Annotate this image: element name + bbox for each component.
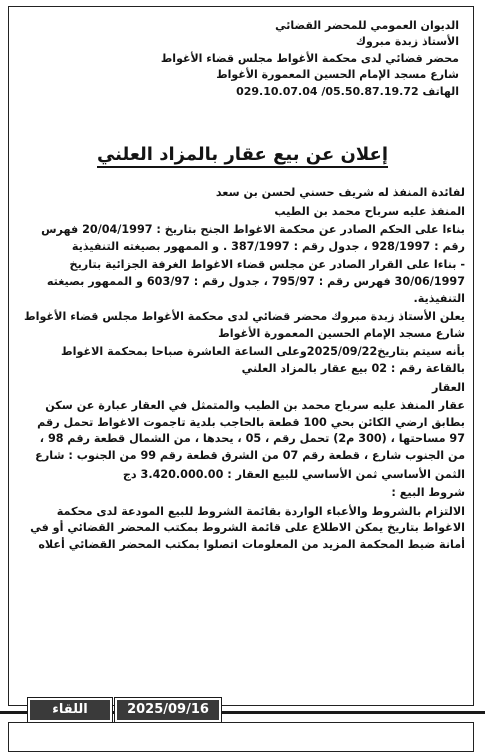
beneficiary-line: لفائدة المنفذ له شريف حسني لحسن بن سعد (215, 186, 465, 199)
auction-date-paragraph: بأنه سيتم بتاريخ2025/09/22وعلى الساعة العاشرة صباحا بمحكمة الاغواط بالقاعة رقم : 02 بيع عقار بالمزاد العلني (60, 345, 465, 375)
header-phone: الهاتف 05.50.87.19.72/ 029.10.07.04 (236, 84, 459, 98)
next-notice-frame (8, 722, 474, 752)
judgment-paragraph: بناءا على الحكم الصادر عن محكمة الاغواط الجنح بتاريخ : 20/04/1997 فهرس رقم : 928/1997 ، جدول رقم : 387/1997 . و الممهور بصيغته التنفيذية (41, 223, 465, 253)
bailiff-header (19, 18, 459, 100)
debtor-line: المنفذ عليه سرباح محمد بن الطيب (274, 204, 465, 218)
header-line: شارع مسجد الإمام الحسين المعمورة الأغواط (216, 68, 459, 82)
announcement-paragraph: يعلن الأستاذ زبدة مبروك محضر قضائي لدى محكمة الأغواط مجلس قضاء الأغواط شارع مسجد الإمام الحسين المعمورة الأغواط (24, 310, 465, 340)
base-price: الثمن الأساسي ثمن الأساسي للبيع العقار : 3.420.000.00 دج (122, 467, 465, 481)
appeal-paragraph: - بناءا على القرار الصادر عن مجلس قضاء الاغواط الغرفة الجزائية بتاريخ 30/06/1997 فهرس رقم : 795/97 ، جدول رقم : 603/97 و الممهور بصيغته التنفيذية. (46, 258, 465, 305)
header-line: محضر قضائي لدى محكمة الأغواط مجلس قضاء الأغواط (160, 51, 459, 65)
header-line: الديوان العمومي للمحضر القضائي (275, 19, 459, 32)
notice-body (19, 185, 465, 555)
sale-conditions-heading: شروط البيع : (391, 486, 465, 500)
notice-title-wrap (0, 143, 485, 167)
property-heading: العقار (431, 380, 465, 394)
newspaper-name: اللقاء (28, 698, 112, 722)
header-line: الأستاذ زبدة مبروك (355, 35, 459, 49)
notice-title: إعلان عن بيع عقار بالمزاد العلني (97, 144, 388, 168)
property-description: عقار المنفذ عليه سرباح محمد بن الطيب والمتمثل في العقار عبارة عن سكن بطابق ارضي الكائن بحي 100 قطعة بالحاجب بلدية تاجموت الاغواط تحمل رقم 97 مساحتها ، (300 م2) تحمل رقم ، 05 ، يحدها ، من الشمال قطعة رقم 98 ، من الجنوب شارع ، قطعة رقم 07 من الشرق قطعة رقم 99 من الجنوب : شارع (35, 399, 465, 462)
publication-date: 2025/09/16 (115, 698, 221, 722)
sale-conditions-text: الالتزام بالشروط والأعباء الواردة بقائمة الشروط للبيع المودعة لدى محكمة الاغواط بتاريخ يمكن الاطلاع على قائمة الشروط بمكتب المحضر القضائي أو في أمانة ضبط المحكمة المزيد من المعلومات اتصلوا بمكتب المحضر القضائي أعلاه (30, 504, 465, 551)
